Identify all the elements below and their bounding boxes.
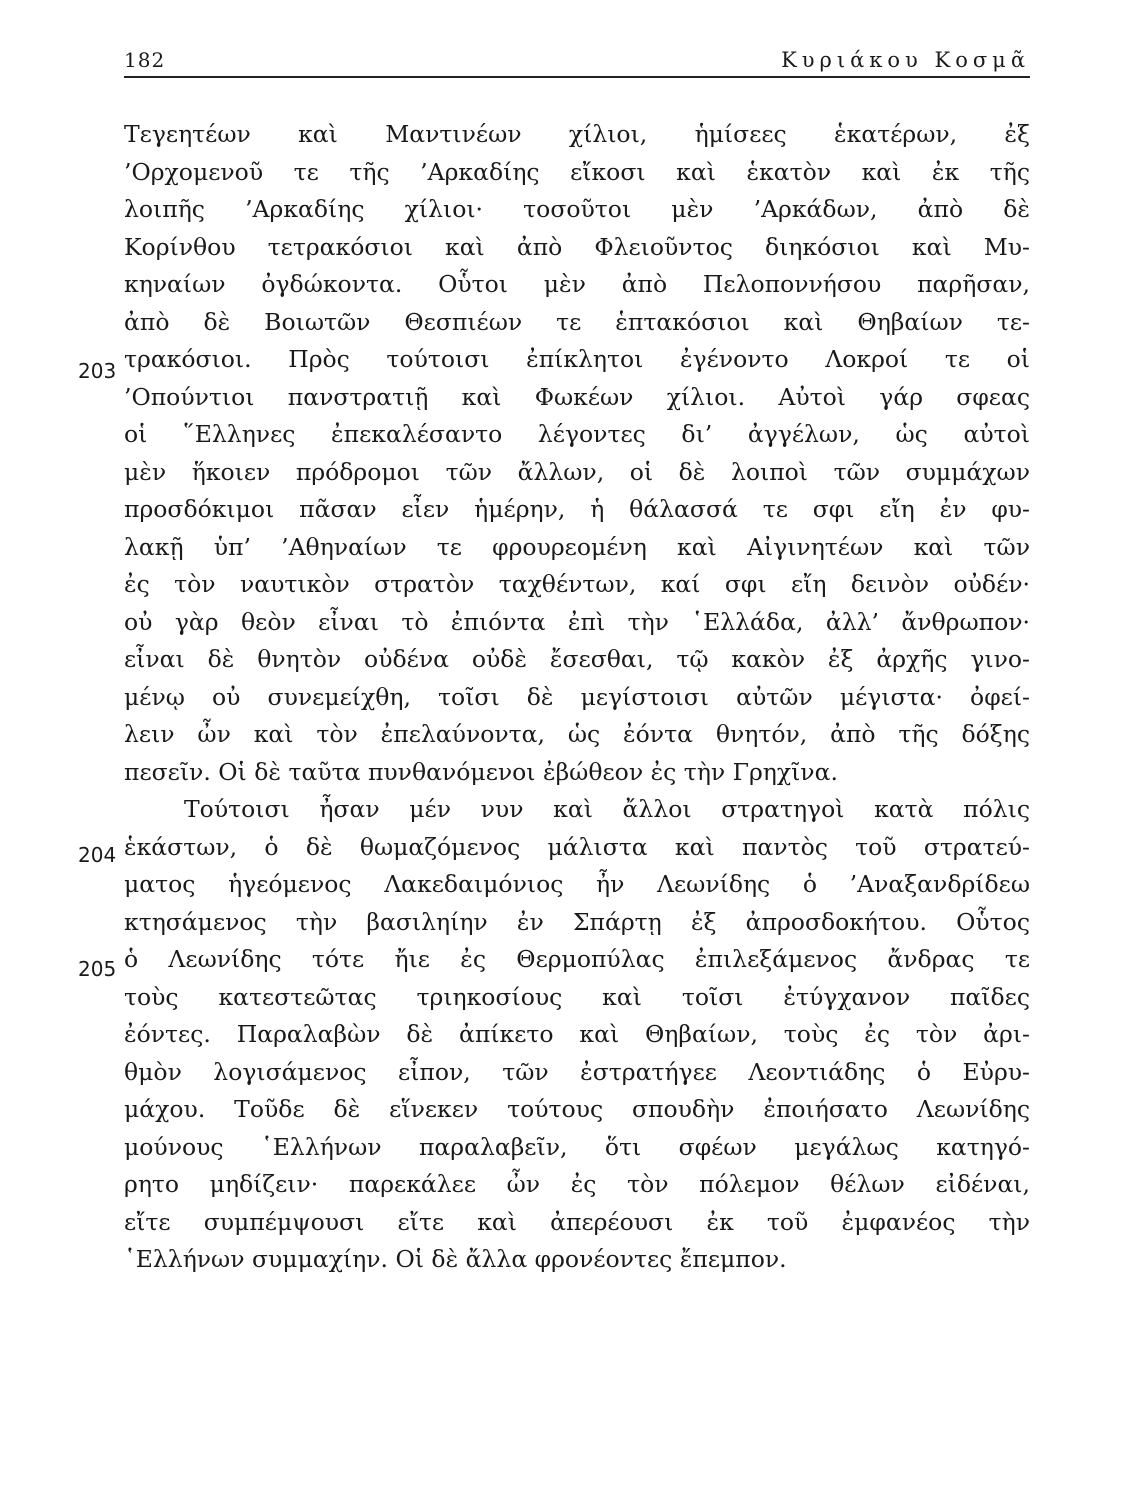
text-line: ῾Ελλήνων συμμαχίην. Οἱ δὲ ἄλλα φρονέοντες ἔπεμπον. [124, 1245, 787, 1273]
running-header [124, 42, 1030, 76]
text-line: κτησάμενος τὴν βασιληίην ἐν Σπάρτῃ ἐξ ἀπροσδοκήτου. Οὗτος [124, 907, 1030, 936]
section-number-205: 205 [78, 957, 117, 981]
body-text [124, 116, 1030, 1279]
text-line: Τούτοισι ἦσαν μέν νυν καὶ ἄλλοι στρατηγοὶ κατὰ πόλις [184, 795, 1030, 823]
text-line: μὲν ἥκοιεν πρόδρομοι τῶν ἄλλων, οἱ δὲ λοιποὶ τῶν συμμάχων [124, 457, 1030, 486]
text-line: ἀπὸ δὲ Βοιωτῶν Θεσπιέων τε ἑπτακόσιοι καὶ Θηβαίων τε- [124, 307, 1030, 336]
text-line: ἐόντες. Παραλαβὼν δὲ ἀπίκετο καὶ Θηβαίων, τοὺς ἐς τὸν ἀρι- [124, 1020, 1030, 1048]
text-line: μένῳ οὐ συνεμείχθη, τοῖσι δὲ μεγίστοισι αὐτῶν μέγιστα· ὀφεί- [124, 682, 1030, 711]
section-number-204: 204 [78, 843, 117, 867]
text-line: λοιπῆς ’Αρκαδίης χίλιοι· τοσοῦτοι μὲν ’Αρκάδων, ἀπὸ δὲ [124, 195, 1030, 223]
text-line: κηναίων ὀγδώκοντα. Οὗτοι μὲν ἀπὸ Πελοποννήσου παρῆσαν, [124, 270, 1030, 298]
header-rule [124, 76, 1030, 78]
text-line: λακῇ ὑπ’ ’Αθηναίων τε φρουρεομένη καὶ Αἰγινητέων καὶ τῶν [124, 532, 1030, 561]
text-line: ρητο μηδίζειν· παρεκάλεε ὦν ἐς τὸν πόλεμον θέλων εἰδέναι, [124, 1170, 1030, 1198]
text-line: λειν ὦν καὶ τὸν ἐπελαύνοντα, ὡς ἐόντα θνητόν, ἀπὸ τῆς δόξης [124, 720, 1030, 748]
text-line: οὐ γὰρ θεὸν εἶναι τὸ ἐπιόντα ἐπὶ τὴν ῾Ελλάδα, ἀλλ’ ἄνθρωπον· [124, 607, 1030, 636]
running-title: Κυριάκου Κοσμᾶ [781, 48, 1030, 72]
text-line: πεσεῖν. Οἱ δὲ ταῦτα πυνθανόμενοι ἐβώθεον ἐς τὴν Γρηχῖνα. [124, 757, 838, 786]
text-line: ματος ἡγεόμενος Λακεδαιμόνιος ἦν Λεωνίδης ὁ ’Αναξανδρίδεω [124, 870, 1030, 898]
text-line: προσδόκιμοι πᾶσαν εἶεν ἡμέρην, ἡ θάλασσά τε σφι εἴη ἐν φυ- [124, 495, 1030, 523]
text-line: ’Οπούντιοι πανστρατιῇ καὶ Φωκέων χίλιοι. Αὐτοὶ γάρ σφεας [124, 382, 1030, 411]
text-line: εἶναι δὲ θνητὸν οὐδένα οὐδὲ ἔσεσθαι, τῷ κακὸν ἐξ ἀρχῆς γινο- [124, 645, 1030, 673]
text-line: θμὸν λογισάμενος εἶπον, τῶν ἐστρατήγεε Λεοντιάδης ὁ Εὐρυ- [124, 1057, 1030, 1086]
text-line: τοὺς κατεστεῶτας τριηκοσίους καὶ τοῖσι ἐτύγχανον παῖδες [124, 982, 1030, 1011]
text-line: ἐς τὸν ναυτικὸν στρατὸν ταχθέντων, καί σφι εἴη δεινὸν οὐδέν· [124, 570, 1030, 598]
text-line: μάχου. Τοῦδε δὲ εἵνεκεν τούτους σπουδὴν ἐποιήσατο Λεωνίδης [124, 1095, 1030, 1123]
text-line: μούνους ῾Ελλήνων παραλαβεῖν, ὅτι σφέων μεγάλως κατηγό- [124, 1132, 1030, 1161]
text-line: εἴτε συμπέμψουσι εἴτε καὶ ἀπερέουσι ἐκ τοῦ ἐμφανέος τὴν [124, 1207, 1030, 1236]
page-number: 182 [124, 48, 166, 72]
text-line: ὁ Λεωνίδης τότε ἤιε ἐς Θερμοπύλας ἐπιλεξάμενος ἄνδρας τε [124, 945, 1030, 973]
section-number-203: 203 [78, 359, 117, 383]
text-line: τρακόσιοι. Πρὸς τούτοισι ἐπίκλητοι ἐγένοντο Λοκροί τε οἱ [124, 345, 1030, 373]
text-line: Τεγεητέων καὶ Μαντινέων χίλιοι, ἡμίσεες ἑκατέρων, ἐξ [124, 120, 1030, 148]
text-line: Κορίνθου τετρακόσιοι καὶ ἀπὸ Φλειοῦντος διηκόσιοι καὶ Μυ- [124, 232, 1030, 261]
text-line: ἑκάστων, ὁ δὲ θωμαζόμενος μάλιστα καὶ παντὸς τοῦ στρατεύ- [124, 832, 1030, 861]
text-line: ’Ορχομενοῦ τε τῆς ’Αρκαδίης εἴκοσι καὶ ἑκατὸν καὶ ἐκ τῆς [124, 157, 1030, 186]
text-line: οἱ ῞Ελληνες ἐπεκαλέσαντο λέγοντες δι’ ἀγγέλων, ὡς αὐτοὶ [124, 420, 1030, 448]
